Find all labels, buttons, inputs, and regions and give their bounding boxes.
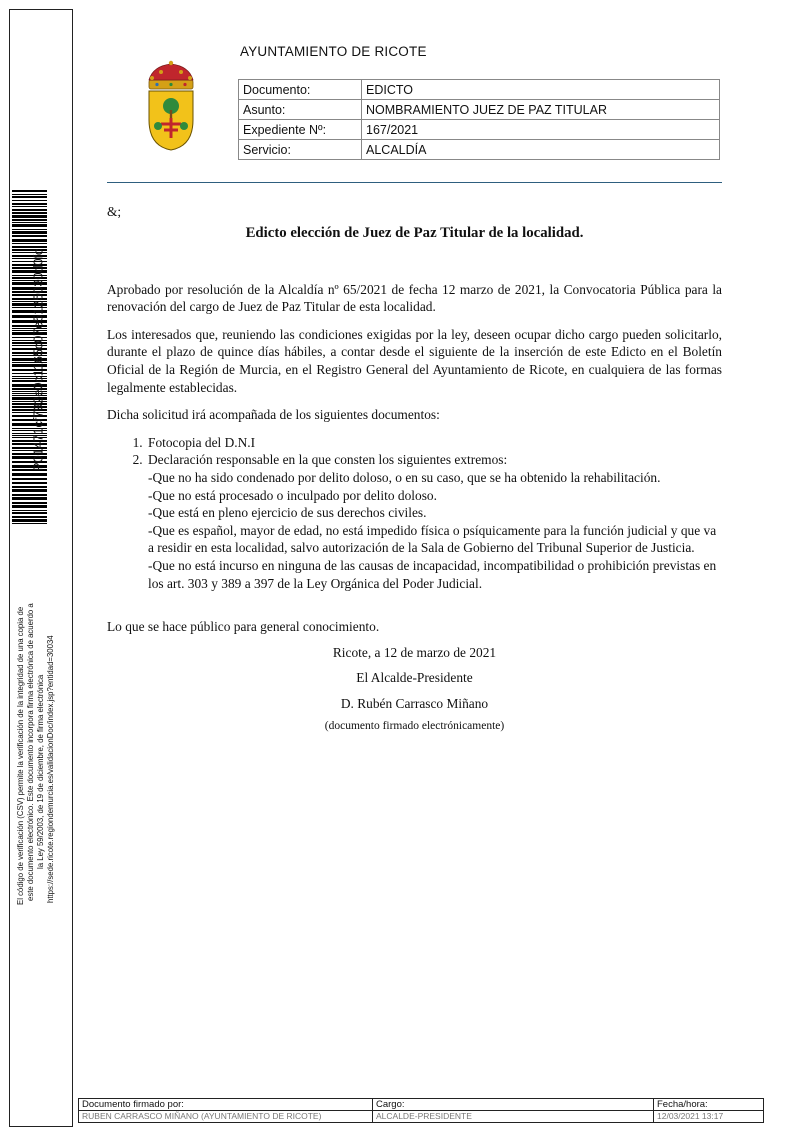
barcode-bar	[12, 200, 47, 201]
footer-datetime: 12/03/2021 13:17	[654, 1111, 764, 1123]
paragraph-documents-intro: Dicha solicitud irá acompañada de los siguientes documentos:	[107, 407, 440, 423]
footer-labels-row	[79, 1099, 764, 1111]
barcode-bar	[12, 494, 47, 496]
list-item	[146, 434, 722, 452]
header-divider	[107, 182, 722, 183]
requirement-line: -Que está en pleno ejercicio de sus derechos civiles.	[148, 505, 427, 521]
required-documents-list	[107, 434, 722, 592]
barcode-bar	[12, 519, 47, 522]
barcode-bar	[12, 219, 47, 221]
meta-value: EDICTO	[362, 80, 720, 100]
crown-icon	[149, 61, 193, 89]
signer-name: D. Rubén Carrasco Miñano	[340, 695, 489, 711]
barcode-bar	[12, 224, 47, 227]
document-metadata-table	[238, 79, 720, 160]
barcode-bar	[12, 473, 47, 476]
barcode-bar	[12, 505, 47, 508]
barcode-bar	[12, 235, 47, 237]
barcode-bar	[12, 239, 47, 242]
meta-value: ALCALDÍA	[362, 140, 720, 160]
barcode-bar	[12, 229, 47, 230]
barcode-bar	[12, 489, 47, 492]
meta-value: NOMBRAMIENTO JUEZ DE PAZ TITULAR	[362, 100, 720, 120]
signed-electronically-note: (documento firmado electrónicamente)	[324, 720, 505, 733]
csv-code-text: P01471cf792e0c1165c07e5125030d0fc	[30, 248, 46, 472]
barcode-bar	[12, 209, 47, 211]
barcode-bar	[12, 231, 47, 234]
meta-key: Asunto:	[239, 100, 362, 120]
footer-label-signed-by: Documento firmado por:	[79, 1099, 373, 1111]
barcode-bar	[12, 510, 47, 511]
meta-key: Expediente Nº:	[239, 120, 362, 140]
footer-signed-by: RUBEN CARRASCO MIÑANO (AYUNTAMIENTO DE RICOTE)	[79, 1111, 373, 1123]
barcode-bar	[12, 482, 47, 484]
meta-row	[239, 80, 720, 100]
barcode-bar	[12, 486, 47, 488]
edict-body	[107, 203, 722, 736]
meta-value: 167/2021	[362, 120, 720, 140]
barcode-bar	[12, 243, 47, 244]
requirement-line: -Que no está procesado o inculpado por delito doloso.	[148, 487, 437, 503]
meta-key: Documento:	[239, 80, 362, 100]
meta-key: Servicio:	[239, 140, 362, 160]
barcode-bar	[12, 194, 47, 195]
legal-line: https://sede.ricote.regiondemurcia.es/validacionDoc/index.jsp?entidad=30034	[46, 635, 55, 903]
closing-line: Lo que se hace público para general conocimiento.	[107, 619, 380, 635]
organization-name: AYUNTAMIENTO DE RICOTE	[240, 44, 427, 59]
footer-label-position: Cargo:	[373, 1099, 654, 1111]
footer-label-datetime: Fecha/hora:	[654, 1099, 764, 1111]
signature-footer-table	[78, 1098, 764, 1123]
requirement-line: -Que no ha sido condenado por delito doloso, o en su caso, que se ha obtenido la rehabilitación.	[148, 469, 661, 485]
barcode-bar	[12, 206, 47, 207]
barcode-bar	[12, 212, 47, 214]
paragraph-approval: Aprobado por resolución de la Alcaldía nº 65/2021 de fecha 12 marzo de 2021, la Convocatoria Pública para la renovación del cargo de Juez de Paz Titular de esta localidad.	[107, 281, 722, 315]
footer-values-row	[79, 1111, 764, 1123]
barcode-bar	[12, 196, 47, 198]
list-item	[146, 451, 722, 592]
footer-position: ALCALDE-PRESIDENTE	[373, 1111, 654, 1123]
barcode-bar	[12, 190, 47, 192]
meta-row	[239, 140, 720, 160]
barcode-bar	[12, 502, 47, 504]
edict-title: Edicto elección de Juez de Paz Titular de la localidad.	[245, 225, 584, 241]
barcode-bar	[12, 215, 47, 218]
barcode-bar	[12, 497, 47, 500]
barcode-bar	[12, 246, 47, 248]
barcode-bar	[12, 512, 47, 514]
requirement-line: -Que es español, mayor de edad, no está impedido física o psíquicamente para la función judicial y que va a residir en esta localidad, salvo autorización de la Sala de Gobierno del Tribunal Superior de Justicia.	[148, 522, 717, 556]
stray-text: &;	[107, 204, 122, 219]
list-item-text: Declaración responsable en la que consten los siguientes extremos:	[148, 452, 508, 468]
legal-line: este documento electrónico. Este documento incorpora firma electrónica de acuerdo a	[26, 603, 35, 901]
signer-role: El Alcalde-Presidente	[356, 670, 473, 686]
barcode-bar	[12, 222, 47, 223]
barcode-bar	[12, 203, 47, 205]
coat-of-arms-logo	[143, 60, 199, 152]
barcode-bar	[12, 478, 47, 480]
legal-line: la Ley 59/2003, de 19 de diciembre, de firma electrónica	[36, 674, 45, 869]
meta-row	[239, 120, 720, 140]
place-date: Ricote, a 12 de marzo de 2021	[332, 644, 497, 660]
shield-icon	[149, 91, 193, 150]
requirement-line: -Que no está incurso en ninguna de las causas de incapacidad, incompatibilidad o prohibición previstas en los art. 303 y 389 a 397 de la Ley Orgánica del Poder Judicial.	[148, 557, 717, 591]
barcode-bar	[12, 523, 47, 524]
verification-sidebar	[9, 9, 73, 1127]
legal-line: El código de verificación (CSV) permite la verificación de la integridad de una copia de	[16, 606, 25, 905]
list-item-text: Fotocopia del D.N.I	[148, 434, 256, 450]
meta-row	[239, 100, 720, 120]
paragraph-applicants: Los interesados que, reuniendo las condiciones exigidas por la ley, deseen ocupar dicho cargo pueden solicitarlo, durante el plazo de quince días hábiles, a contar desde el siguiente de la inserción de este Edicto en el Boletín Oficial de la Región de Murcia, en el Registro General del Ayuntamiento de Ricote, en cualquiera de las formas legalmente establecidas.	[107, 326, 722, 395]
barcode-bar	[12, 516, 47, 518]
